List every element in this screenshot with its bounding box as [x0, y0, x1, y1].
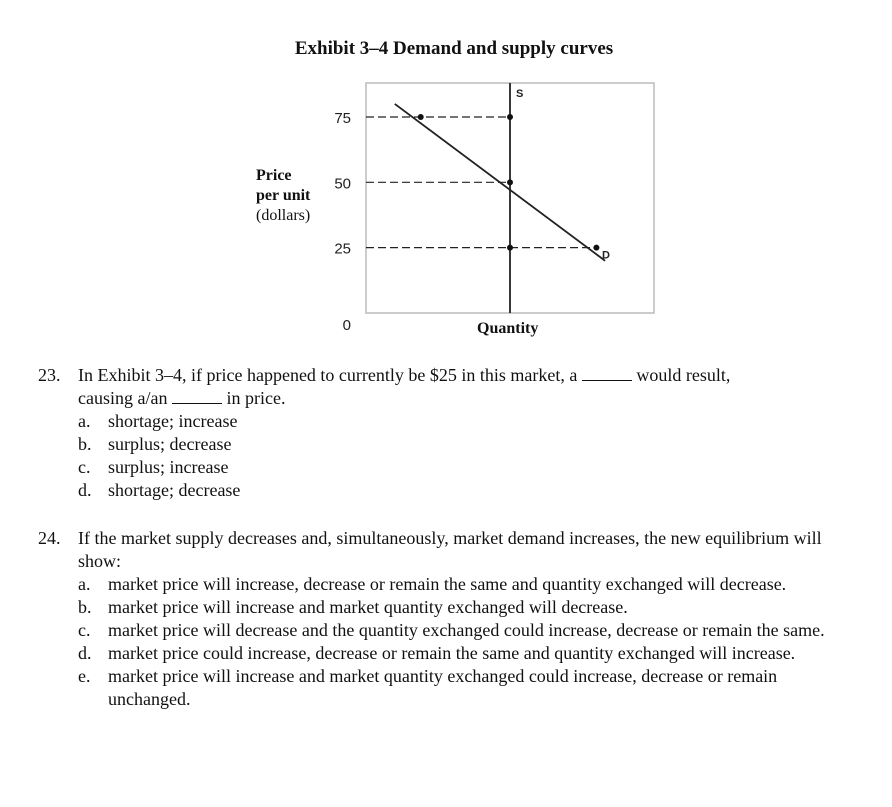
y-tick-label: 25: [334, 240, 351, 258]
question-24: [38, 527, 828, 711]
y-tick-label: 0: [342, 317, 351, 334]
intersection-point: [507, 114, 513, 120]
option-letter: b.: [78, 434, 92, 454]
option-text: shortage; decrease: [108, 480, 241, 500]
intersection-point: [593, 245, 599, 251]
intersection-point: [507, 179, 513, 185]
answer-option[interactable]: [38, 642, 828, 665]
price-label-line-2: per unit: [256, 187, 311, 204]
answer-blank: [582, 366, 632, 381]
option-text: shortage; increase: [108, 411, 238, 431]
option-text: surplus; increase: [108, 457, 229, 477]
exhibit-title: Exhibit 3–4 Demand and supply curves: [294, 38, 614, 59]
option-letter: a.: [78, 411, 91, 431]
price-axis-label: [256, 166, 310, 226]
stem-part: in price.: [226, 388, 286, 408]
stem-part: would result,: [636, 365, 731, 385]
question-stem: [78, 364, 838, 410]
option-text: market price will increase and market quantity exchanged will decrease.: [108, 597, 628, 617]
answer-option[interactable]: [38, 433, 838, 456]
answer-blank: [172, 389, 222, 404]
answer-option[interactable]: [38, 619, 828, 642]
answer-option[interactable]: [38, 479, 838, 502]
option-letter: e.: [78, 666, 91, 686]
answer-option[interactable]: [38, 665, 828, 711]
option-text: surplus; decrease: [108, 434, 232, 454]
answer-option[interactable]: [38, 456, 838, 479]
option-letter: d.: [78, 643, 92, 663]
price-label-line-3: (dollars): [256, 207, 311, 224]
question-number: 24.: [38, 528, 61, 548]
stem-part: causing a/an: [78, 388, 168, 408]
y-tick-label: 50: [334, 175, 351, 193]
quantity-axis-label: Quantity: [477, 320, 539, 337]
y-tick-label: 75: [334, 109, 351, 127]
option-text: market price will increase, decrease or remain the same and quantity exchanged will decrease.: [108, 574, 787, 594]
price-label-line-1: Price: [256, 167, 292, 184]
option-letter: b.: [78, 597, 92, 617]
question-number: 23.: [38, 365, 61, 385]
answer-option[interactable]: [38, 573, 828, 596]
option-letter: a.: [78, 574, 91, 594]
intersection-point: [418, 114, 424, 120]
option-text: market price could increase, decrease or remain the same and quantity exchanged will increase.: [108, 643, 796, 663]
demand-supply-chart: [320, 80, 660, 342]
supply-curve-label: S: [516, 88, 524, 100]
demand-curve-label: D: [602, 249, 610, 262]
answer-option[interactable]: [38, 410, 838, 433]
stem-part: In Exhibit 3–4, if price happened to currently be $25 in this market, a: [78, 365, 578, 385]
option-letter: d.: [78, 480, 92, 500]
answer-option[interactable]: [38, 596, 828, 619]
option-letter: c.: [78, 620, 91, 640]
option-letter: c.: [78, 457, 91, 477]
option-text: market price will decrease and the quantity exchanged could increase, decrease or remain the same.: [108, 620, 825, 640]
option-text: market price will increase and market quantity exchanged could increase, decrease or remain unchanged.: [108, 666, 778, 709]
intersection-point: [507, 245, 513, 251]
question-stem: If the market supply decreases and, simultaneously, market demand increases, the new equilibrium will show:: [78, 528, 822, 571]
question-23: [38, 364, 838, 502]
